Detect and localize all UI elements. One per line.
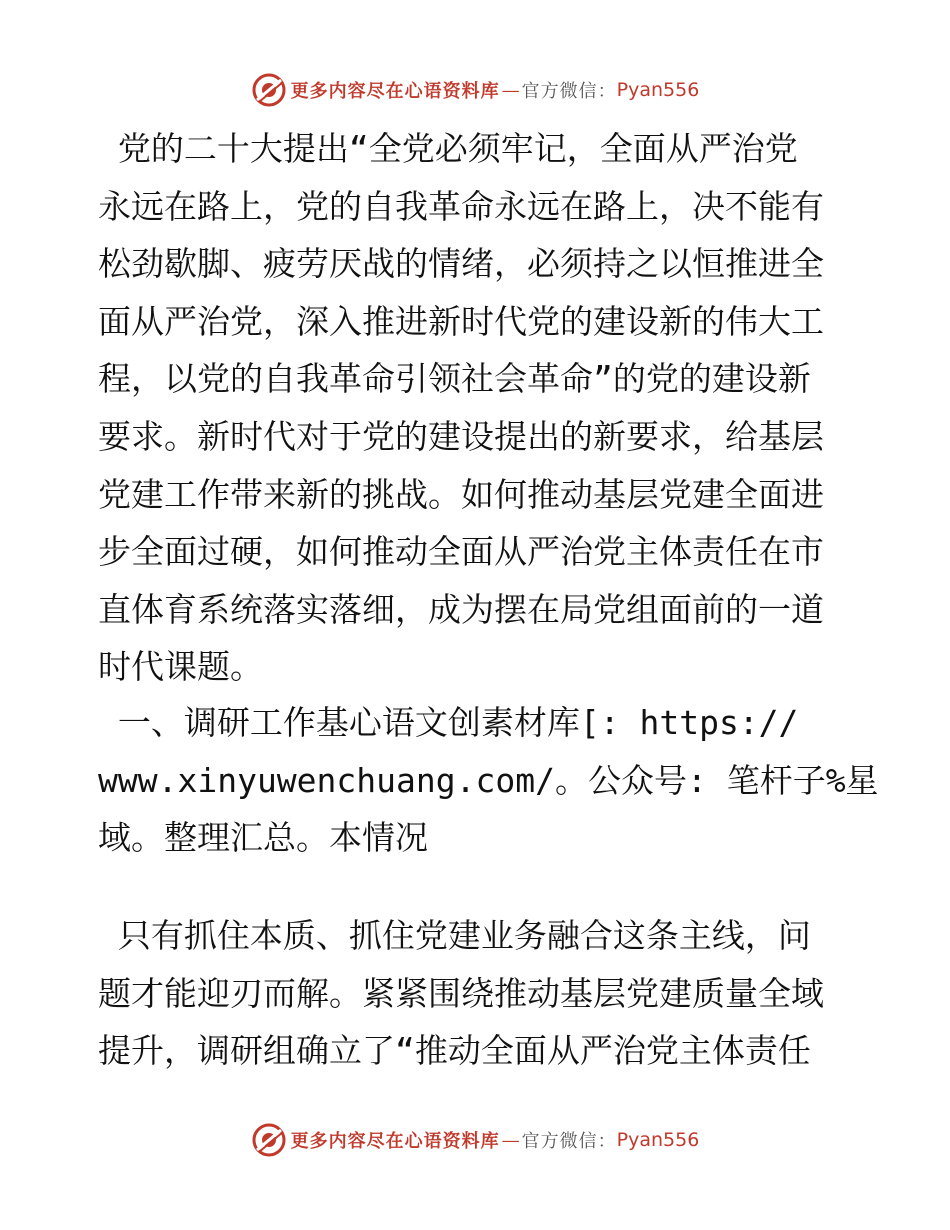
banner-separator: —: [501, 79, 520, 101]
paragraph-line: 面从严治党，深入推进新时代党的建设新的伟大工: [98, 301, 824, 341]
paragraph-line: 程，以党的自我革命引领社会革命”的党的建设新: [98, 359, 811, 399]
paragraph-line: 题才能迎刃而解。紧紧围绕推动基层党建质量全域: [98, 973, 824, 1013]
body-paragraph-1: [98, 120, 858, 696]
footer-banner: [0, 1120, 950, 1160]
banner-wechat-label: 官方微信：: [521, 81, 617, 102]
heading-line: 域。整理汇总。本情况: [98, 818, 428, 858]
header-banner: [0, 70, 950, 110]
banner-separator: —: [501, 1129, 520, 1151]
paragraph-line: 只有抓住本质、抓住党建业务融合这条主线，问: [98, 916, 811, 955]
paragraph-line: 提升，调研组确立了“推动全面从严治党主体责任: [98, 1031, 811, 1071]
heading-line: 一、调研工作基心语文创素材库[: https://: [98, 703, 799, 742]
paragraph-line: 时代课题。: [98, 647, 263, 687]
body-paragraph-2: [98, 907, 858, 1080]
logo-emblem-icon: [251, 72, 287, 108]
section-heading-1: [98, 694, 879, 867]
paragraph-line: 直体育系统落实落细，成为摆在局党组面前的一道: [98, 589, 824, 629]
paragraph-line: 党建工作带来新的挑战。如何推动基层党建全面进: [98, 474, 824, 514]
banner-wechat-id: Pyan556: [616, 79, 700, 101]
paragraph-line: 党的二十大提出“全党必须牢记，全面从严治党: [98, 129, 798, 168]
banner-wechat-id: Pyan556: [616, 1129, 700, 1151]
paragraph-line: 松劲歇脚、疲劳厌战的情绪，必须持之以恒推进全: [98, 244, 824, 284]
paragraph-line: 永远在路上，党的自我革命永远在路上，决不能有: [98, 186, 824, 226]
banner-main-text: 更多内容尽在心语资料库: [290, 1131, 500, 1152]
banner-wechat-label: 官方微信：: [521, 1131, 617, 1152]
paragraph-line: 要求。新时代对于党的建设提出的新要求，给基层: [98, 416, 824, 456]
paragraph-line: 步全面过硬，如何推动全面从严治党主体责任在市: [98, 532, 824, 572]
heading-line: www.xinyuwenchuang.com/。公众号: 笔杆子%星: [98, 760, 879, 800]
logo-emblem-icon: [251, 1122, 287, 1158]
banner-main-text: 更多内容尽在心语资料库: [290, 81, 500, 102]
